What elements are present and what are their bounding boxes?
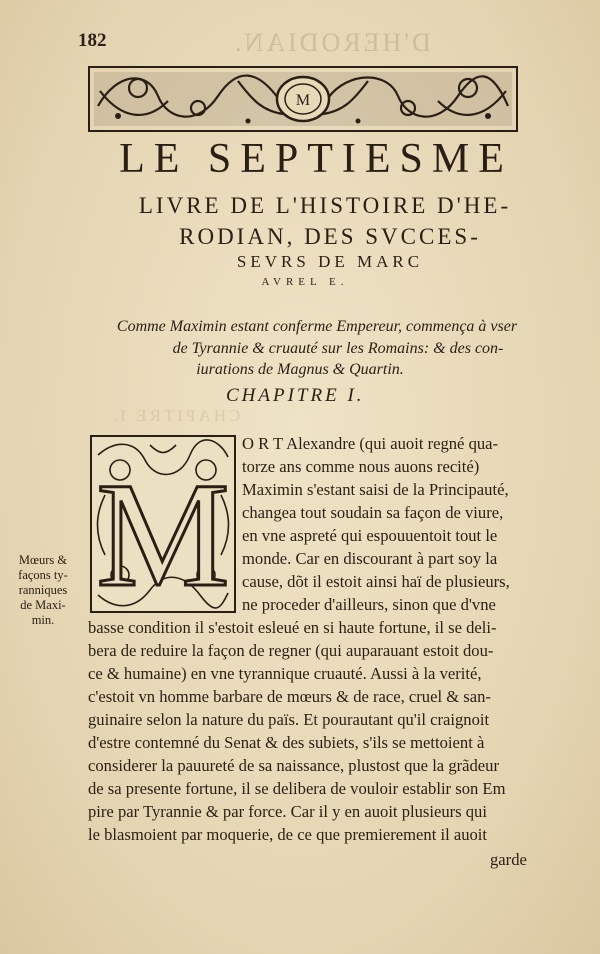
body-line-15: considerer la pauureté de sa naissance, plustost que la grãdeur (88, 756, 499, 775)
title-line-2: RODIAN, DES SVCCES- (179, 224, 481, 249)
page-number: 182 (78, 30, 107, 51)
svg-text:M: M (96, 452, 230, 613)
body-line-2: torze ans comme nous auons recité) (242, 457, 480, 476)
chapter-heading: CHAPITRE I. (226, 385, 365, 406)
title-line-1: LIVRE DE L'HISTOIRE D'HE- (138, 193, 512, 218)
decorated-initial (90, 435, 236, 613)
body-line-7: cause, dõt il estoit ainsi haï de plusieurs, (242, 572, 510, 591)
body-line-11: ce & humaine) en vne tyrannique cruauté. Aussi à la verité, (88, 664, 482, 683)
body-line-8: ne proceder d'ailleurs, sinon que d'vne (242, 595, 496, 614)
margin-note (7, 553, 79, 628)
ornamental-headpiece (88, 66, 518, 132)
book-title: LE SEPTIESME (119, 136, 513, 182)
body-line-3: Maximin s'estant saisi de la Principauté, (242, 480, 509, 499)
body-line-12: c'estoit vn homme barbare de mœurs & de race, cruel & san- (88, 687, 491, 706)
body-line-18: le blasmoient par moquerie, de ce que premierement il auoit (88, 825, 488, 844)
margin-note-line: ranniques (18, 583, 68, 597)
body-line-4: changea tout soudain sa façon de viure, (242, 503, 504, 522)
title-line-4: AVREL E. (261, 276, 349, 288)
chapter-summary-line-2: de Tyrannie & cruauté sur les Romains: & des con- (172, 340, 504, 357)
body-line-13: guinaire selon la nature du païs. Et pourautant qu'il craignoit (88, 710, 490, 729)
body-line-5: en vne aspreté qui espouuentoit tout le (242, 526, 498, 545)
margin-note-line: façons ty- (18, 568, 68, 582)
title-line-3: SEVRS DE MARC (236, 252, 424, 271)
margin-note-line: Mœurs & (18, 553, 68, 567)
svg-text:M: M (295, 92, 311, 109)
chapter-summary-line-3: iurations de Magnus & Quartin. (196, 361, 404, 378)
margin-note-line: min. (31, 613, 55, 627)
bleed-through-header: D'HERODIAN. (232, 28, 431, 57)
body-line-9: basse condition il s'estoit esleué en si haute fortune, il se deli- (88, 618, 497, 637)
margin-note-line: de Maxi- (20, 598, 66, 612)
catchword: garde (490, 850, 527, 869)
body-line-17: pire par Tyrannie & par force. Car il y en auoit plusieurs qui (88, 802, 487, 821)
body-line-1: O R T Alexandre (qui auoit regné qua- (242, 434, 499, 453)
body-line-16: de sa presente fortune, il se delibera de vouloir establir son Em (88, 779, 506, 798)
body-line-14: d'estre contemné du Senat & des subiets, s'ils se mettoient à (88, 733, 485, 752)
chapter-summary-line-1: Comme Maximin estant conferme Empereur, commença à vser (116, 318, 518, 335)
bleed-through-line: CHAPITRE I. (110, 406, 241, 425)
body-line-10: bera de reduire la façon de regner (qui auparauant estoit dou- (88, 641, 494, 660)
body-line-6: monde. Car en discourant à part soy la (242, 549, 498, 568)
